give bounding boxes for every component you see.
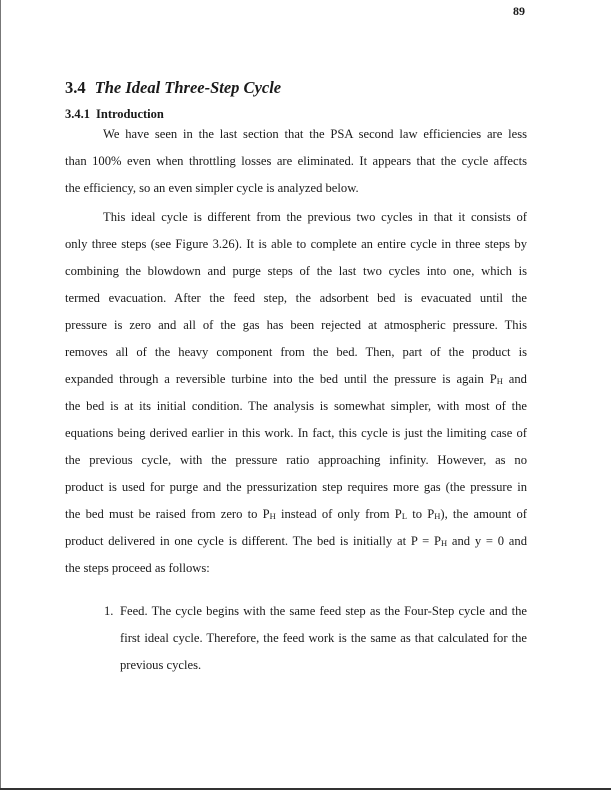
text-run: product delivered in one cycle is different. The bed is initially at P = P bbox=[65, 534, 441, 548]
text-run: first ideal cycle. Therefore, the feed work is the same as that calculated for the bbox=[120, 631, 527, 645]
section-title: The Ideal Three-Step Cycle bbox=[94, 78, 282, 97]
page-number: 89 bbox=[513, 4, 525, 18]
text-run: and bbox=[502, 372, 527, 386]
text-run: This ideal cycle is different from the previous two cycles in that it consists of bbox=[103, 210, 527, 224]
subscript: H bbox=[434, 511, 441, 521]
subscript: H bbox=[269, 511, 276, 521]
text-run: the bed must be raised from zero to P bbox=[65, 507, 270, 521]
text-line bbox=[65, 533, 527, 549]
text-run: and y = 0 and bbox=[447, 534, 527, 548]
text-run: the bed is at its initial condition. The analysis is somewhat simpler, with most of the bbox=[65, 399, 527, 413]
text-run: the steps proceed as follows: bbox=[65, 561, 210, 575]
text-line bbox=[65, 479, 527, 495]
text-run: pressure is zero and all of the gas has been rejected at atmospheric pressure. This bbox=[65, 318, 527, 332]
text-line bbox=[120, 657, 527, 673]
text-run: equations being derived earlier in this work. In fact, this cycle is just the limiting case of bbox=[65, 426, 527, 440]
text-run: than 100% even when throttling losses are eliminated. It appears that the cycle affects bbox=[65, 154, 527, 168]
subscript: H bbox=[441, 538, 448, 548]
text-run: previous cycles. bbox=[120, 658, 202, 672]
text-run: the efficiency, so an even simpler cycle is analyzed below. bbox=[65, 181, 359, 195]
text-line bbox=[65, 180, 527, 196]
text-line bbox=[65, 236, 527, 252]
text-line bbox=[65, 560, 527, 576]
text-line bbox=[120, 630, 527, 646]
text-run: termed evacuation. After the feed step, the adsorbent bed is evacuated until the bbox=[65, 291, 527, 305]
text-line bbox=[65, 398, 527, 414]
list-marker: 1. bbox=[104, 604, 114, 618]
scan-edge bbox=[0, 0, 1, 790]
text-line bbox=[65, 371, 527, 387]
text-run: the previous cycle, with the pressure ratio approaching infinity. However, as no bbox=[65, 453, 527, 467]
section-heading bbox=[65, 78, 281, 98]
text-run: to P bbox=[407, 507, 435, 521]
text-line bbox=[120, 603, 527, 619]
text-run: only three steps (see Figure 3.26). It is able to complete an entire cycle in three steps by bbox=[65, 237, 527, 251]
text-line bbox=[65, 452, 527, 468]
text-run: combining the blowdown and purge steps of the last two cycles into one, which is bbox=[65, 264, 527, 278]
subsection-heading bbox=[65, 107, 164, 122]
text-run: Feed. The cycle begins with the same feed step as the Four-Step cycle and the bbox=[120, 604, 527, 618]
subscript: H bbox=[496, 376, 503, 386]
text-line bbox=[65, 344, 527, 360]
text-line bbox=[103, 126, 527, 142]
text-run: removes all of the heavy component from the bed. Then, part of the product is bbox=[65, 345, 527, 359]
text-line bbox=[65, 506, 527, 522]
text-line bbox=[65, 263, 527, 279]
subsection-title: Introduction bbox=[96, 107, 164, 121]
subsection-number: 3.4.1 bbox=[65, 107, 90, 121]
text-line bbox=[103, 209, 527, 225]
section-number: 3.4 bbox=[65, 78, 86, 97]
text-line bbox=[65, 317, 527, 333]
text-run: product is used for purge and the pressurization step requires more gas (the pressure in bbox=[65, 480, 527, 494]
text-run: ), the amount of bbox=[440, 507, 527, 521]
text-line bbox=[65, 290, 527, 306]
text-line bbox=[65, 425, 527, 441]
text-run: expanded through a reversible turbine into the bed until the pressure is again P bbox=[65, 372, 497, 386]
text-run: instead of only from P bbox=[275, 507, 402, 521]
text-line bbox=[65, 153, 527, 169]
text-run: We have seen in the last section that the PSA second law efficiencies are less bbox=[103, 127, 527, 141]
subscript: L bbox=[401, 511, 408, 521]
